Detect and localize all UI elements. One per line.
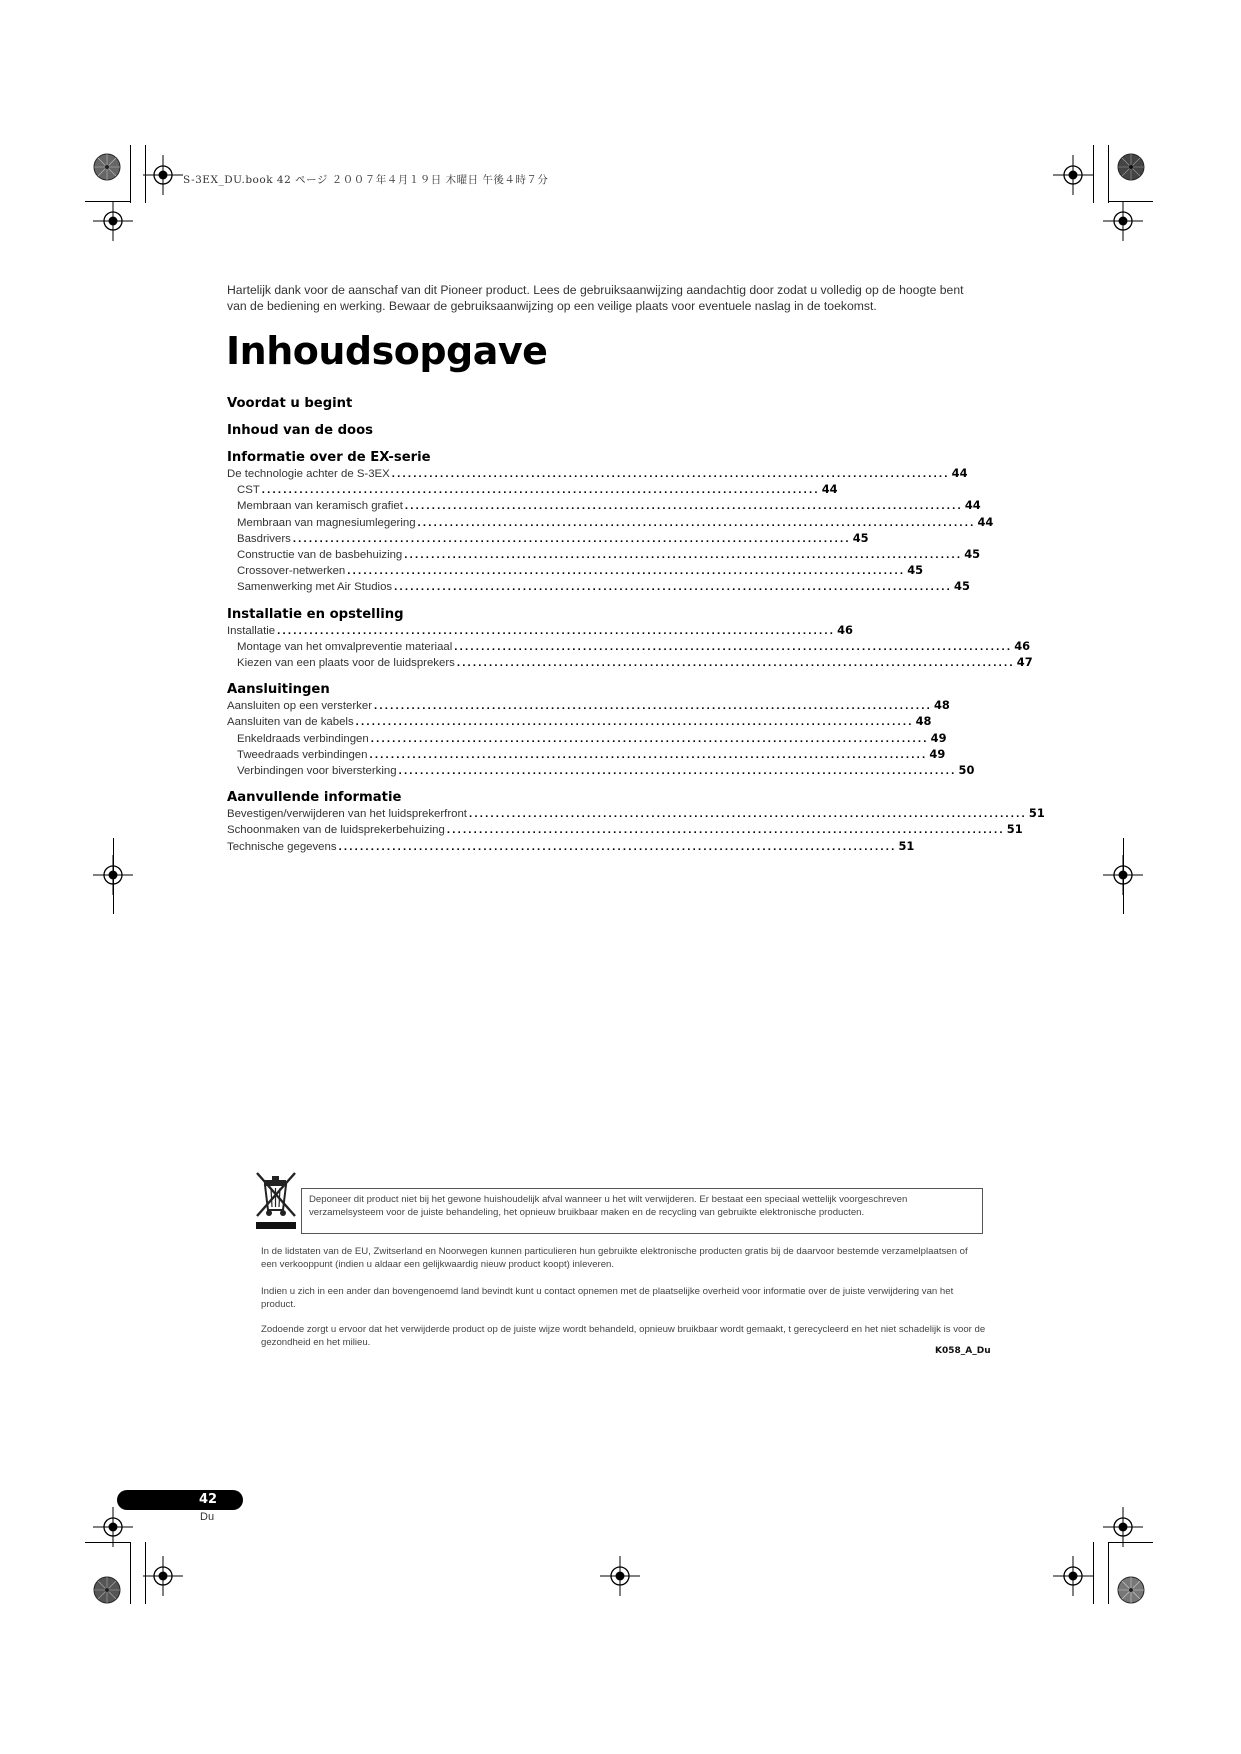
toc-heading: Voordat u begint [227,396,353,411]
calibration-disc-icon [1117,153,1145,186]
calibration-disc-icon [1117,1576,1145,1609]
toc-heading: Installatie en opstelling [227,606,404,622]
toc-entry[interactable]: De technologie achter de S-3EX ........................................................................................................ 44 [227,466,968,480]
toc-entry[interactable]: Bevestigen/verwijderen van het luidsprekerfront ........................................................................................................ 51 [227,806,1045,821]
crop-mark [1123,838,1124,914]
toc-section [227,790,1045,855]
weee-paragraph: In de lidstaten van de EU, Zwitserland en Noorwegen kunnen particulieren hun gebruikte elektronische producten gratis bij de daarvoor bestemde verzamelplaatsen of een verkooppunt (indien u aldaar een gelijkwaardig nieuw product koopt) inleveren. [261,1246,968,1270]
toc-entry[interactable]: Verbindingen voor biversterking ........................................................................................................ 50 [237,763,975,778]
weee-notice-text: Deponeer dit product niet bij het gewone huishoudelijk afval wanneer u het wilt verwijderen. Er bestaat een speciaal wettelijk voorgeschreven verzamelsysteem voor de juiste behandeling, het opnieuw bruikbaar maken en de recycling van gebruikte elektronische producten. [309,1194,908,1218]
crop-mark [1108,1542,1109,1604]
crop-mark [113,838,114,914]
calibration-disc-icon [93,153,121,186]
crop-mark [1093,1542,1094,1604]
toc-heading: Aanvullende informatie [227,790,402,806]
page-number-text: 42 [198,1492,218,1507]
toc-heading: Informatie over de EX-serie [227,450,431,465]
crop-mark [130,145,131,203]
crossed-out-wheelie-bin-icon [253,1168,299,1235]
toc-entry[interactable]: Constructie van de basbehuizing ........................................................................................................ 45 [237,547,981,562]
weee-paragraph: Indien u zich in een ander dan bovengenoemd land bevindt kunt u contact opnemen met de plaatselijke overheid voor informatie over de juiste verwijdering van het product. [261,1286,954,1310]
toc-entry[interactable]: Technische gegevens ........................................................................................................ 51 [227,838,915,853]
file-header: S-3EX_DU.book 42 ページ ２００７年４月１９日 木曜日 午後４時７分 [183,174,549,186]
intro-line: van de bediening en werking. Bewaar de gebruiksaanwijzing op een veilige plaats voor eventuele naslag in de toekomst. [227,299,877,313]
toc-heading: Inhoud van de doos [227,423,374,438]
page-title: Inhoudsopgave [226,329,548,373]
calibration-disc-icon [93,1576,121,1609]
toc-entry[interactable]: Montage van het omvalpreventie materiaal ........................................................................................................ 46 [237,638,1031,653]
toc-entry[interactable]: Aansluiten op een versterker ........................................................................................................ 48 [227,698,950,713]
toc-entry[interactable]: Basdrivers ........................................................................................................ 45 [237,530,869,545]
toc-entry[interactable]: Crossover-netwerken ........................................................................................................ 45 [237,563,924,578]
toc-entry[interactable]: Membraan van keramisch grafiet ........................................................................................................ 44 [237,498,981,513]
toc-entry[interactable]: Kiezen van een plaats voor de luidsprekers ........................................................................................................ 47 [237,655,1033,670]
toc-entry[interactable]: Enkeldraads verbindingen ........................................................................................................ 49 [237,730,947,745]
toc-entry[interactable]: Installatie ........................................................................................................ 46 [227,622,853,637]
crop-mark [1108,145,1109,203]
toc-entry[interactable]: Aansluiten van de kabels ........................................................................................................ 48 [227,714,932,729]
toc-entry[interactable]: Samenwerking met Air Studios ........................................................................................................ 45 [237,579,970,594]
toc-entry[interactable]: Tweedraads verbindingen ........................................................................................................ 49 [237,746,946,761]
crop-mark [1093,145,1094,203]
intro-text [227,282,1047,314]
toc-entry[interactable]: Membraan van magnesiumlegering ........................................................................................................ 44 [237,514,994,529]
toc-section [227,450,994,596]
toc-entry[interactable]: CST ........................................................................................................ 44 [237,482,838,497]
weee-paragraph: Zodoende zorgt u ervoor dat het verwijderde product op de juiste wijze wordt behandeld, opnieuw bruikbaar wordt gemaakt, t gerecycleerd en het niet schadelijk is voor de gezondheid en het milieu. [261,1324,986,1348]
toc-section [227,682,975,779]
document-code: K058_A_Du [935,1346,991,1356]
toc-entry[interactable]: Schoonmaken van de luidsprekerbehuizing ........................................................................................................ 51 [227,822,1023,837]
crop-mark [130,1542,131,1604]
page-language: Du [200,1511,215,1523]
toc-heading: Aansluitingen [227,682,330,698]
intro-line: Hartelijk dank voor de aanschaf van dit Pioneer product. Lees de gebruiksaanwijzing aandachtig door zodat u volledig op de hoogte bent [227,283,964,297]
table-of-contents [227,396,1045,855]
page-number [117,1490,299,1510]
toc-section [227,606,1033,672]
